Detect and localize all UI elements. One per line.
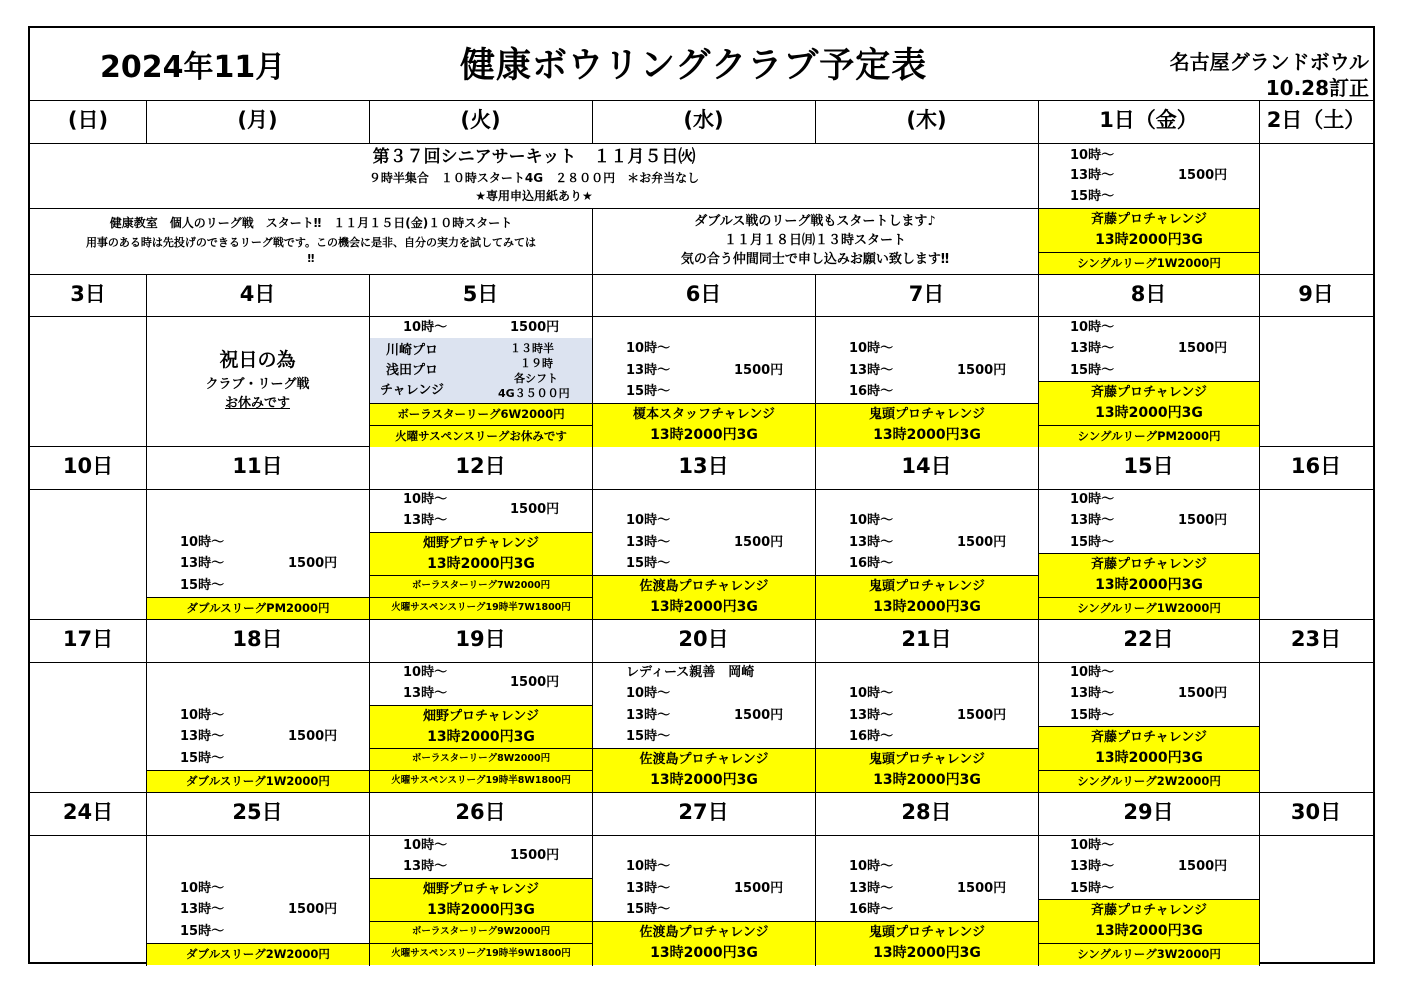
time-slot: 13時～: [849, 708, 894, 723]
time-slot: 10時～: [849, 686, 894, 701]
challenge-block: [593, 748, 815, 792]
price: 1500円: [510, 502, 560, 517]
challenge-name: 畑野プロチャレンジ: [423, 882, 539, 897]
day-number: 4日: [239, 282, 276, 306]
league-bar: シングルリーグ3W2000円: [1039, 943, 1259, 965]
day-number: 10日: [62, 454, 114, 478]
time-slot: 13時～: [403, 513, 448, 528]
challenge-detail: 13時2000円3G: [1095, 750, 1203, 766]
challenge-detail: 13時2000円3G: [1095, 232, 1203, 248]
time-slot: 13時～: [403, 686, 448, 701]
time-slot: 16時～: [849, 902, 894, 917]
senior-circuit-note: ★専用申込用紙あり★: [475, 189, 593, 203]
time-slot: 13時～: [626, 535, 671, 550]
day-number: 5日: [462, 282, 499, 306]
price: 1500円: [1178, 513, 1228, 528]
classroom-notice-1: 健康教室 個人のリーグ戦 スタート‼ １１月１５日(金)１０時スタート: [109, 216, 513, 230]
price: 1500円: [734, 881, 784, 896]
league-bar: シングルリーグ1W2000円: [1039, 597, 1259, 619]
price: 1500円: [1178, 341, 1228, 356]
league-bar: シングルリーグ2W2000円: [1039, 770, 1259, 792]
time-slot: 13時～: [626, 708, 671, 723]
time-slot: 13時～: [1070, 168, 1115, 183]
time-slot: 13時～: [849, 881, 894, 896]
time-slot: 10時～: [849, 341, 894, 356]
challenge-block: [816, 575, 1038, 619]
challenge-name: 斉藤プロチャレンジ: [1091, 385, 1207, 400]
day-number: 6日: [685, 282, 722, 306]
holiday-title: 祝日の為: [219, 349, 296, 371]
time-slot: 10時～: [403, 320, 448, 335]
weekday-thu: (木): [906, 108, 947, 132]
time-slot: 13時～: [849, 363, 894, 378]
day-number: 12日: [455, 454, 506, 478]
price: 1500円: [957, 535, 1007, 550]
challenge-name: 佐渡島プロチャレンジ: [639, 925, 769, 940]
league-bar: 火曜サスペンスリーグ19時半8W1800円: [370, 770, 592, 792]
day-number: 3日: [70, 282, 106, 306]
day-number: 14日: [901, 454, 952, 478]
weekday-sun: (日): [67, 108, 109, 132]
weekday-mon: (月): [237, 108, 278, 132]
revision-note: 10.28訂正: [1265, 76, 1369, 100]
challenge-detail: 13時2000円3G: [650, 945, 758, 961]
time-slot: 15時～: [626, 902, 671, 917]
challenge-name: 鬼頭プロチャレンジ: [869, 579, 985, 594]
day-number: 15日: [1123, 454, 1174, 478]
challenge-block: [593, 575, 815, 619]
league-bar: ダブルスリーグ2W2000円: [147, 943, 369, 965]
event-note: レディース親善 岡崎: [626, 665, 755, 680]
divider: [30, 316, 1373, 317]
senior-circuit-title: 第３７回シニアサーキット １１月５日㈫: [372, 147, 696, 167]
challenge-block: [1039, 899, 1259, 943]
time-slot: 15時～: [1070, 189, 1115, 204]
time-slot: 10時～: [403, 838, 448, 853]
time-slot: 13時～: [180, 902, 225, 917]
league-bar: シングルリーグ1W2000円: [1039, 252, 1259, 274]
price: 1500円: [1178, 859, 1228, 874]
challenge-name: 畑野プロチャレンジ: [423, 536, 539, 551]
time-slot: 13時～: [1070, 686, 1115, 701]
time-slot: 13時～: [626, 881, 671, 896]
league-bar: 火曜サスペンスリーグ19時半7W1800円: [370, 597, 592, 619]
price: 1500円: [957, 363, 1007, 378]
time-slot: 13時～: [849, 535, 894, 550]
doubles-notice-1: ダブルス戦のリーグ戦もスタートします♪: [694, 214, 936, 229]
time-slot: 10時～: [180, 881, 225, 896]
league-bar: ダブルスリーグ1W2000円: [147, 770, 369, 792]
time-slot: 10時～: [849, 859, 894, 874]
time-slot: 10時～: [1070, 492, 1115, 507]
holiday-note: お休みです: [224, 396, 290, 411]
league-bar: ボーラスターリーグ9W2000円: [370, 921, 592, 943]
divider: [30, 143, 1373, 144]
challenge-detail: 13時2000円3G: [427, 729, 535, 745]
price: 1500円: [1178, 686, 1228, 701]
senior-circuit-detail: ９時半集合 １０時スタート4G ２８００円 ＊お弁当なし: [368, 171, 700, 185]
doubles-notice-3: 気の合う仲間同士で申し込みお願い致します‼: [680, 252, 950, 267]
day-number: 13日: [678, 454, 729, 478]
time-slot: 16時～: [849, 384, 894, 399]
day-number: 20日: [678, 627, 729, 651]
challenge-detail: 13時2000円3G: [873, 772, 981, 788]
month-label: 2024年11月: [100, 50, 286, 85]
time-slot: 15時～: [1070, 881, 1115, 896]
time-slot: 10時～: [1070, 838, 1115, 853]
challenge-detail: 13時2000円3G: [650, 599, 758, 615]
classroom-notice-3: ‼: [307, 252, 315, 265]
time-slot: 10時～: [626, 686, 671, 701]
day-number: 27日: [678, 800, 729, 824]
challenge-name: 畑野プロチャレンジ: [423, 709, 539, 724]
classroom-notice-2: 用事のある時は先投げのできるリーグ戦です。この機会に是非、自分の実力を試してみては: [85, 236, 537, 249]
day-number: 17日: [62, 627, 114, 651]
challenge-detail: 13時2000円3G: [1095, 923, 1203, 939]
challenge-block: [816, 748, 1038, 792]
price: 1500円: [510, 675, 560, 690]
price: 1500円: [1178, 168, 1228, 183]
challenge-name: 鬼頭プロチャレンジ: [869, 925, 985, 940]
day-number: 30日: [1290, 800, 1342, 824]
challenge-name: 鬼頭プロチャレンジ: [869, 407, 985, 422]
league-bar: シングルリーグPM2000円: [1039, 425, 1259, 447]
time-slot: 10時～: [180, 535, 225, 550]
league-bar: ボーラスターリーグ8W2000円: [370, 748, 592, 770]
time-slot: 15時～: [180, 578, 225, 593]
challenge-detail: 13時2000円3G: [650, 772, 758, 788]
challenge-name: 鬼頭プロチャレンジ: [869, 752, 985, 767]
page-title: 健康ボウリングクラブ予定表: [460, 46, 928, 86]
day-number: 7日: [908, 282, 945, 306]
time-slot: 15時～: [180, 924, 225, 939]
day-number: 28日: [901, 800, 952, 824]
challenge-block: [593, 921, 815, 965]
holiday-note: クラブ・リーグ戦: [205, 377, 310, 392]
price: 1500円: [957, 881, 1007, 896]
time-slot: 16時～: [849, 729, 894, 744]
challenge-name: 斉藤プロチャレンジ: [1091, 903, 1207, 918]
special-price: 4G３５００円: [498, 387, 570, 400]
time-slot: 15時～: [180, 751, 225, 766]
day-number: 8日: [1130, 282, 1167, 306]
divider: [30, 208, 1038, 209]
time-slot: 15時～: [626, 384, 671, 399]
challenge-detail: 13時2000円3G: [1095, 405, 1203, 421]
challenge-block: [1039, 381, 1259, 425]
day-number: 24日: [62, 800, 114, 824]
price: 1500円: [510, 848, 560, 863]
price: 1500円: [288, 556, 338, 571]
time-slot: 13時～: [180, 729, 225, 744]
challenge-block: [816, 403, 1038, 447]
challenge-block: [370, 878, 592, 921]
league-bar: ボーラスターリーグ6W2000円: [370, 403, 592, 425]
league-bar: ダブルスリーグPM2000円: [147, 597, 369, 619]
price: 1500円: [734, 708, 784, 723]
weekday-wed: (水): [683, 108, 724, 132]
price: 1500円: [288, 729, 338, 744]
challenge-block: [1039, 553, 1259, 597]
divider: [30, 489, 1373, 490]
challenge-name: 佐渡島プロチャレンジ: [639, 752, 769, 767]
day-number: 22日: [1123, 627, 1174, 651]
schedule-sheet: [28, 26, 1375, 964]
day-number: 9日: [1298, 282, 1334, 306]
day-number: 29日: [1123, 800, 1174, 824]
challenge-name: 斉藤プロチャレンジ: [1091, 212, 1207, 227]
time-slot: 10時～: [849, 513, 894, 528]
league-bar: ボーラスターリーグ7W2000円: [370, 575, 592, 597]
time-slot: 13時～: [1070, 341, 1115, 356]
time-slot: 10時～: [403, 492, 448, 507]
time-slot: 15時～: [1070, 708, 1115, 723]
challenge-name: 榎本スタッフチャレンジ: [633, 407, 775, 422]
special-note: 各シフト: [514, 372, 558, 385]
special-time: １９時: [520, 357, 553, 370]
challenge-block: [593, 403, 815, 447]
time-slot: 13時～: [180, 556, 225, 571]
special-challenge-name: 川崎プロ 浅田プロ チャレンジ: [380, 343, 444, 398]
challenge-name: 佐渡島プロチャレンジ: [639, 579, 769, 594]
time-slot: 10時～: [626, 341, 671, 356]
time-slot: 13時～: [1070, 513, 1115, 528]
time-slot: 10時～: [626, 859, 671, 874]
time-slot: 15時～: [626, 729, 671, 744]
price: 1500円: [734, 363, 784, 378]
challenge-detail: 13時2000円3G: [650, 427, 758, 443]
challenge-detail: 13時2000円3G: [427, 556, 535, 572]
challenge-detail: 13時2000円3G: [873, 427, 981, 443]
day-number: 11日: [232, 454, 283, 478]
day-number: 16日: [1290, 454, 1342, 478]
challenge-detail: 13時2000円3G: [873, 599, 981, 615]
time-slot: 15時～: [1070, 363, 1115, 378]
divider: [30, 835, 1373, 836]
venue-name: 名古屋グランドボウル: [1169, 50, 1369, 74]
time-slot: 16時～: [849, 556, 894, 571]
day-number: 19日: [455, 627, 506, 651]
time-slot: 10時～: [403, 665, 448, 680]
price: 1500円: [288, 902, 338, 917]
challenge-block: [816, 921, 1038, 965]
league-bar: 火曜サスペンスリーグ19時半9W1800円: [370, 943, 592, 965]
day-number: 25日: [232, 800, 283, 824]
time-slot: 13時～: [403, 859, 448, 874]
day-number: 26日: [455, 800, 506, 824]
doubles-notice-2: １１月１８日㈪１３時スタート: [723, 233, 906, 248]
challenge-name: 斉藤プロチャレンジ: [1091, 557, 1207, 572]
weekday-sat: 2日（土）: [1266, 108, 1366, 132]
day-number: 23日: [1290, 627, 1342, 651]
challenge-name: 斉藤プロチャレンジ: [1091, 730, 1207, 745]
challenge-block: [1039, 726, 1259, 770]
weekday-tue: (火): [460, 108, 501, 132]
challenge-block: [370, 532, 592, 575]
time-slot: 15時～: [1070, 535, 1115, 550]
time-slot: 13時～: [626, 363, 671, 378]
day-number: 21日: [901, 627, 952, 651]
challenge-detail: 13時2000円3G: [427, 902, 535, 918]
time-slot: 10時～: [180, 708, 225, 723]
time-slot: 10時～: [1070, 320, 1115, 335]
time-slot: 10時～: [1070, 665, 1115, 680]
special-time: １３時半: [510, 342, 554, 355]
time-slot: 15時～: [626, 556, 671, 571]
time-slot: 10時～: [1070, 148, 1115, 163]
challenge-detail: 13時2000円3G: [1095, 577, 1203, 593]
challenge-detail: 13時2000円3G: [873, 945, 981, 961]
league-bar: 火曜サスペンスリーグお休みです: [370, 425, 592, 447]
price: 1500円: [957, 708, 1007, 723]
time-slot: 13時～: [1070, 859, 1115, 874]
time-slot: 10時～: [626, 513, 671, 528]
weekday-fri: 1日（金）: [1099, 108, 1198, 132]
day-number: 18日: [232, 627, 283, 651]
price: 1500円: [734, 535, 784, 550]
price: 1500円: [510, 320, 560, 335]
challenge-block: [370, 705, 592, 748]
